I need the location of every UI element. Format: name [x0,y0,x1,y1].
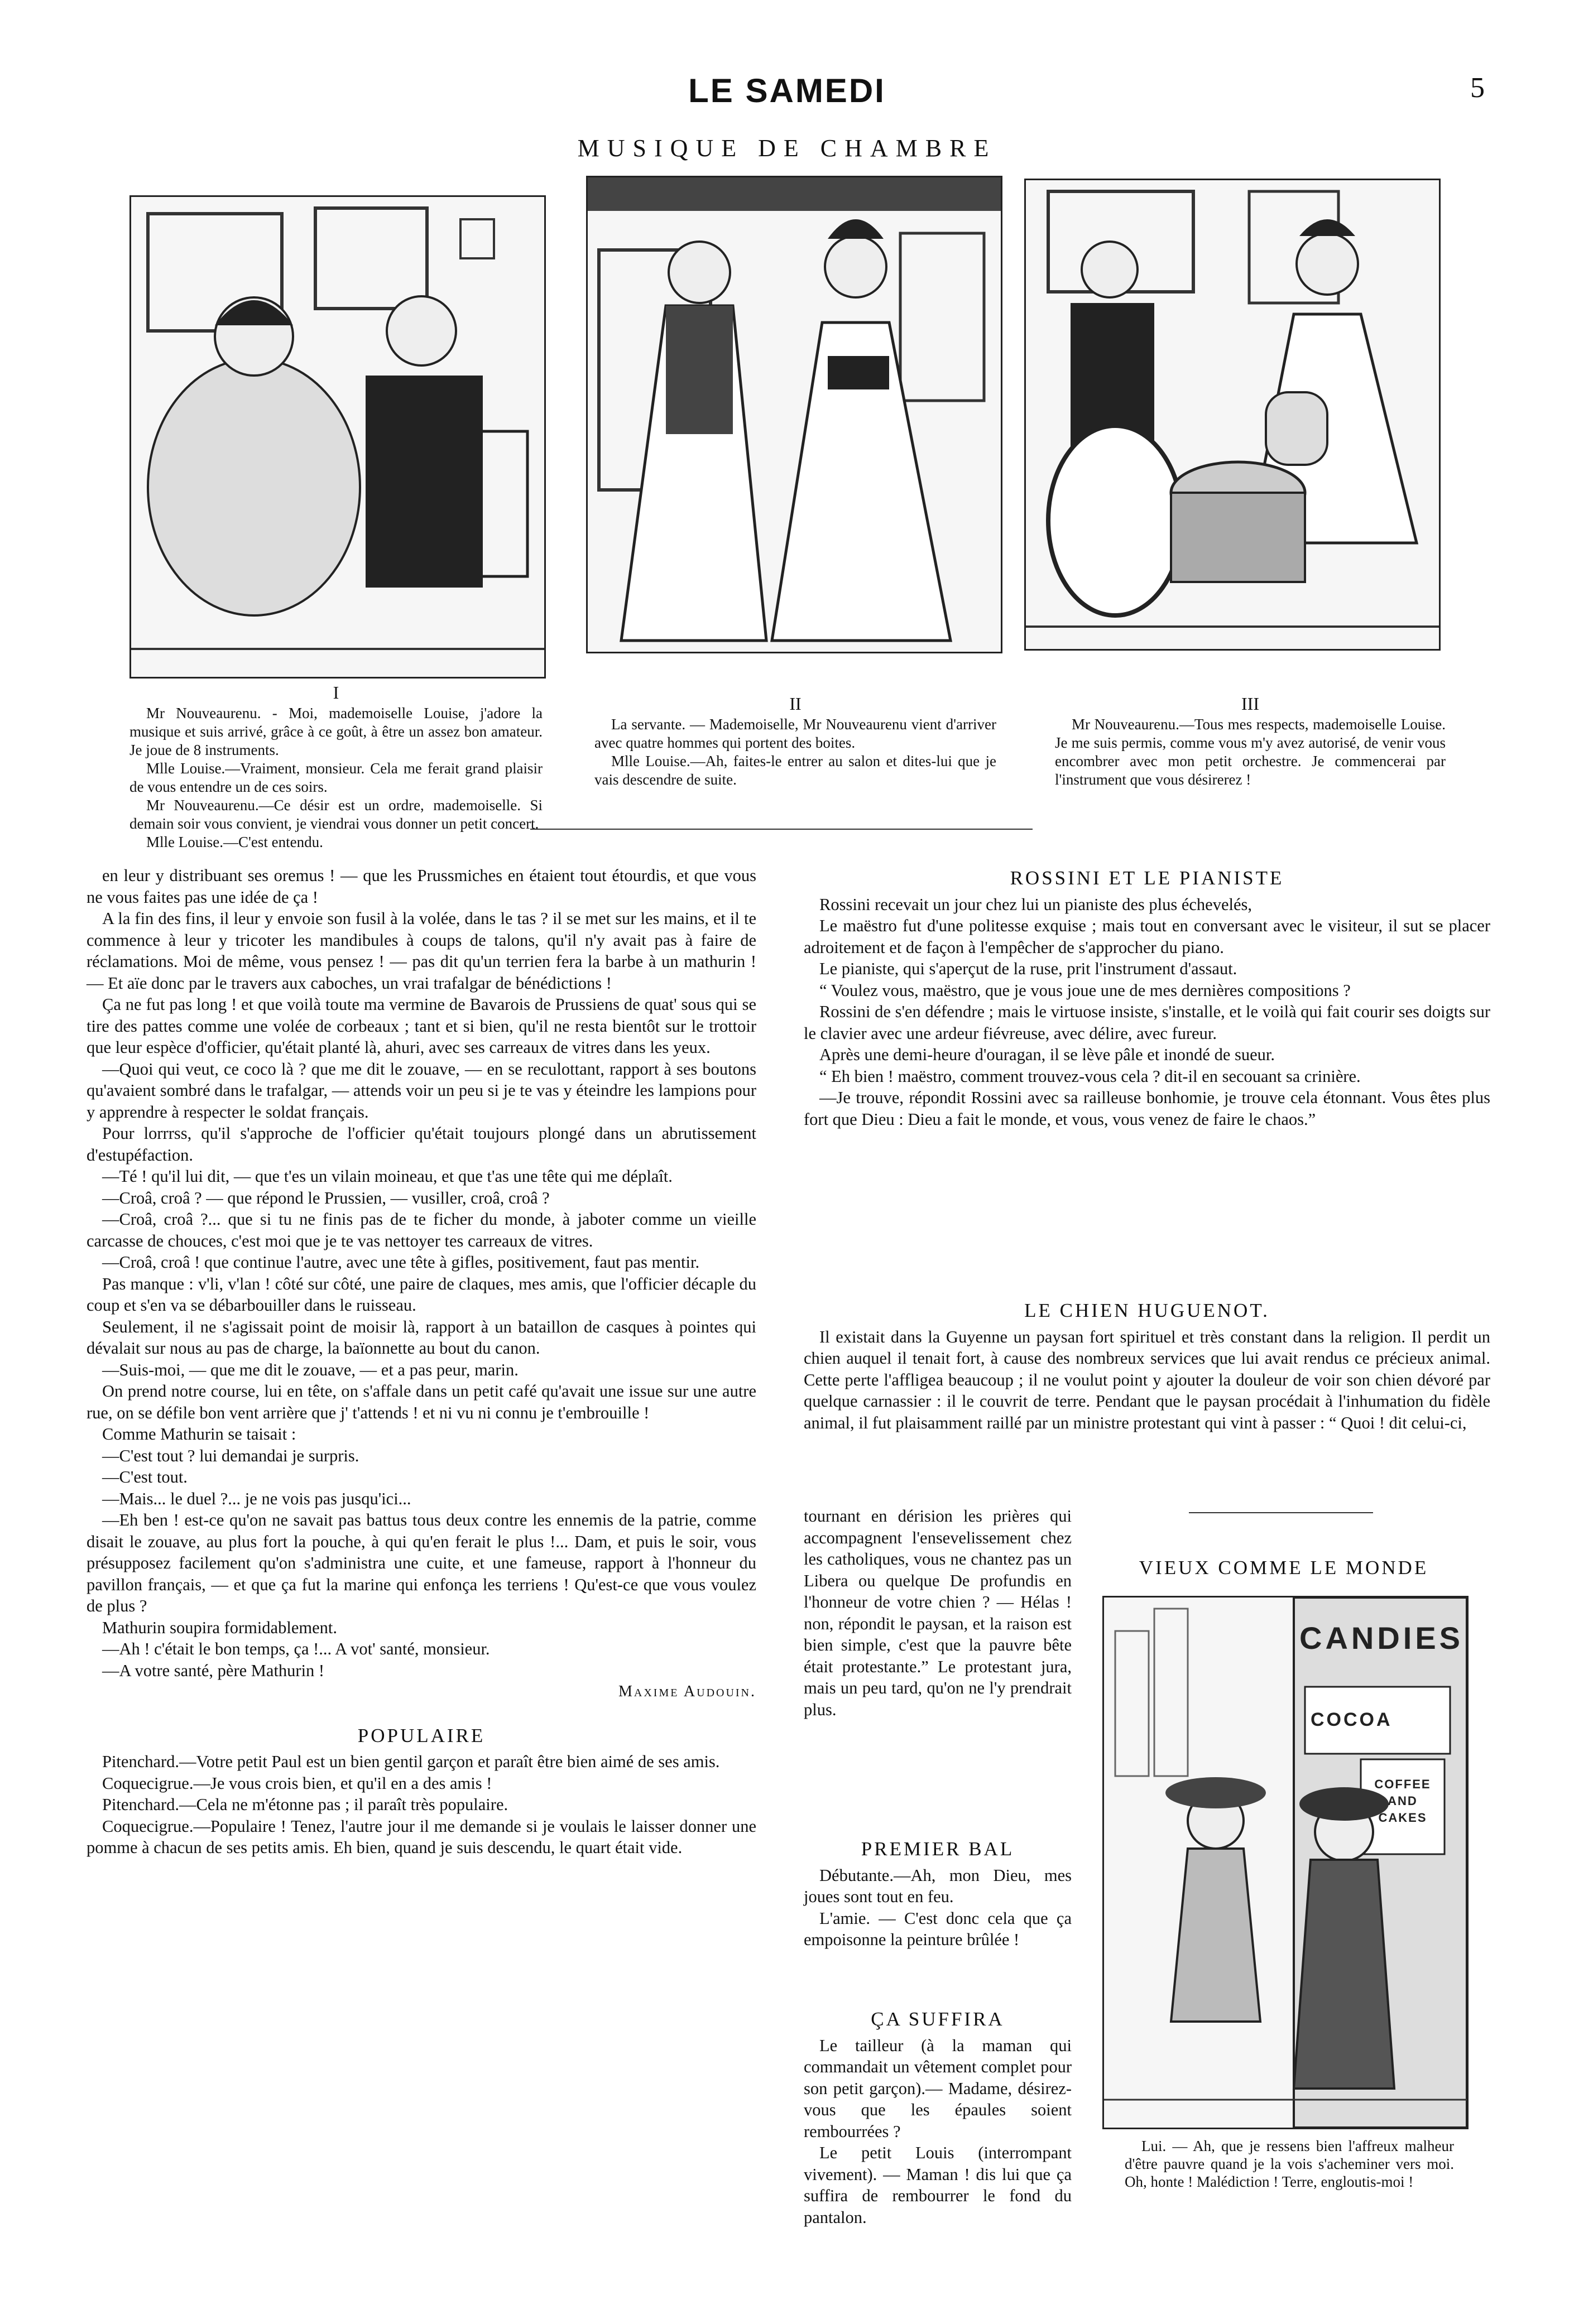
shop-sign-candies: CANDIES [1299,1620,1464,1656]
rossini-paragraph: “ Voulez vous, maëstro, que je vous joue une de mes dernières compositions ? [819,980,1351,1000]
premier-bal-paragraph: Débutante.—Ah, mon Dieu, mes joues sont tout en feu. [804,1865,1072,1906]
story-paragraph: en leur y distribuant ses oremus ! — que les Prussmiches en étaient tout étourdis, et que vous ne vous faites pas une idée de ça ! [87,866,756,907]
story-paragraph: —Croâ, croâ ?... que si tu ne finis pas de te ficher du monde, à jaboter comme un vieille carcasse de chouces, c'est moi que je te vas nettoyer tes carreaux de vitres. [87,1210,756,1250]
ca-suffira-paragraph: Le tailleur (à la maman qui commandait un vêtement complet pour son petit garçon).— Madame, désirez-vous que les épaules soient rembourrées ? [804,2036,1072,2141]
vieux-caption [1125,2137,1454,2191]
illustration-vieux [1102,1596,1469,2129]
story-paragraph: Comme Mathurin se taisait : [102,1425,296,1444]
rossini-paragraph: “ Eh bien ! maëstro, comment trouvez-vous cela ? dit-il en secouant sa crinière. [819,1066,1361,1086]
story-paragraph: —Croâ, croâ ? — que répond le Prussien, — vusiller, croâ, croâ ? [102,1188,550,1207]
illustration-panel-3 [1024,179,1441,651]
populaire-paragraph: Coquecigrue.—Populaire ! Tenez, l'autre jour il me demande si je voulais le laisser donner une pomme à chacun de ses petits amis. Eh bien, quand je suis descendu, le quart était vide. [87,1816,756,1857]
story-paragraph: On prend notre course, lui en tête, on s'affale dans un petit café qu'avait une issue sur une autre rue, on se défile bon vent arrière que j' t'attends ! et ni vu ni connu je t'embrouille ! [87,1382,756,1422]
section-title-vieux: VIEUX COMME LE MONDE [1139,1557,1429,1579]
populaire-paragraph: Pitenchard.—Votre petit Paul est un bien gentil garçon et paraît être bien aimé de ses amis. [102,1752,720,1771]
shop-sign-cocoa: COCOA [1311,1709,1393,1730]
story-paragraph: Ça ne fut pas long ! et que voilà toute ma vermine de Bavarois de Prussiens de quat' sous qui se tire des pattes comme une volée de corbeaux ; tant et si bien, qu'il ne resta bientôt sur le trottoir que leur espèce d'officier, qu'était planté là, ahuri, avec ses carreaux de vitres dans les yeux. [87,995,756,1057]
illustration-panel-1 [129,195,546,679]
divider-rule [530,829,1033,830]
populaire-paragraph: Pitenchard.—Cela ne m'étonne pas ; il paraît très populaire. [102,1795,508,1814]
panel-numeral: I [333,682,339,703]
caption-paragraph: Mr Nouveaurenu.—Tous mes respects, mademoiselle Louise. Je me suis permis, comme vous m'y avez autorisé, de venir vous encombrer avec mon petit orchestre. Je commencerai par l'instrument que vous désirerez ! [1055,716,1446,788]
rossini-paragraph: Le pianiste, qui s'aperçut de la ruse, prit l'instrument d'assaut. [819,959,1237,978]
rossini-paragraph: Rossini de s'en défendre ; mais le virtuose insiste, s'installe, et le voilà qui fait courir ses doigts sur le clavier avec une ardeur fiévreuse, avec délire, avec fureur. [804,1002,1490,1043]
story-paragraph: A la fin des fins, il leur y envoie son fusil à la volée, dans le tas ? il se met sur les mains, et il te commence à leur y tricoter les mandibules à coups de talons, qu'il n'y avait pas à faire de réclamations. Moi de même, vous pensez ! — pas dit qu'un terrien fera la barbe à un mathurin ! — Et aïe donc par le travers aux caboches, un vrai trafalgar de bénédictions ! [87,909,756,993]
rossini-paragraph: Après une demi-heure d'ouragan, il se lève pâle et inondé de sueur. [819,1045,1275,1064]
story-paragraph: —Té ! qu'il lui dit, — que t'es un vilain moineau, et que t'as une tête qui me déplaît. [102,1167,673,1186]
caption-paragraph: Mlle Louise.—Ah, faites-le entrer au salon et dites-lui que je vais descendre de suite. [594,753,996,788]
newspaper-title: LE SAMEDI [688,72,886,109]
section-title-populaire: POPULAIRE [357,1724,486,1746]
section-title-premier-bal: PREMIER BAL [861,1838,1015,1860]
section-title-chien: LE CHIEN HUGUENOT. [1024,1300,1270,1321]
page-number: 5 [1470,72,1485,104]
chien-article [804,1300,1490,1433]
story-paragraph: —Quoi qui veut, ce coco là ? que me dit le zouave, — en se reculottant, rapport à ses boutons qu'avaient sombré dans le trafalgar, — attends voir un peu si je te vas y éteindre les lampions pour y apprendre à respecter le soldat français. [87,1059,756,1122]
story-paragraph: Mathurin soupira formidablement. [102,1618,337,1637]
shop-sign-coffee: COFFEE AND CAKES [1374,1777,1431,1825]
caption-paragraph: Mlle Louise.—C'est entendu. [146,834,323,850]
story-paragraph: —C'est tout ? lui demandai je surpris. [102,1446,359,1465]
story-paragraph: —Mais... le duel ?... je ne vois pas jusqu'ici... [102,1489,411,1508]
rossini-paragraph: Le maëstro fut d'une politesse exquise ; mais tout en conversant avec le visiteur, il sut se placer adroitement et de façon à l'empêcher de s'approcher du piano. [804,916,1490,957]
section-title-rossini: ROSSINI ET LE PIANISTE [1010,867,1284,889]
divider-rule [1189,1512,1373,1513]
ca-suffira-paragraph: Le petit Louis (interrompant vivement). — Maman ! dis lui que ça suffira de rembourrer le fond du pantalon. [804,2143,1072,2227]
panel-caption-1 [129,684,543,851]
caption-paragraph: La servante. — Mademoiselle, Mr Nouveaurenu vient d'arriver avec quatre hommes qui portent des boites. [594,716,996,751]
story-paragraph: Seulement, il ne s'agissait point de moisir là, rapport à un bataillon de casques à pointes qui dévalait sur nous au pas de charge, la baïonnette au bout du canon. [87,1317,756,1358]
author-signature: Maxime Audouin. [618,1683,756,1700]
story-paragraph: Pas manque : v'li, v'lan ! côté sur côté, une paire de claques, mes amis, que l'officier décaple du coup et s'en va se débarbouiller dans le ruisseau. [87,1274,756,1315]
panel-caption-2 [594,695,996,789]
panel-numeral: III [1241,694,1259,714]
rossini-paragraph: Rossini recevait un jour chez lui un pianiste des plus échevelés, [819,894,1252,914]
illustration-panel-2 [586,176,1002,653]
caption-paragraph: Mr Nouveaurenu. - Moi, mademoiselle Louise, j'adore la musique et suis arrivé, grâce à ce goût, à être un assez bon amateur. Je joue de 8 instruments. [129,705,543,758]
panel-caption-3 [1055,695,1446,789]
story-paragraph: —Suis-moi, — que me dit le zouave, — et a pas peur, marin. [102,1360,519,1379]
premier-bal-article [804,1839,1072,1951]
story-paragraph: Pour lorrrss, qu'il s'approche de l'officier qu'était toujours plongé dans un abrutissement d'estupéfaction. [87,1124,756,1165]
rossini-paragraph: —Je trouve, répondit Rossini avec sa railleuse bonhomie, je trouve cela étonnant. Vous êtes plus fort que Dieu : Dieu a fait le monde, et vous, vous venez de faire le chaos.” [804,1088,1490,1129]
chien-paragraph-continued: tournant en dérision les prières qui accompagnent l'ensevelissement chez les catholiques, vous ne chantez pas un Libera ou quelque De profundis en l'honneur de votre chien ? — Hélas ! non, répondit le paysan, et la raison est bien simple, c'est que la pauvre bête était protestante.” Le protestant jura, mais un peu tard, qu'on ne l'y prendrait plus. [804,1507,1072,1719]
story-paragraph: —C'est tout. [102,1467,188,1486]
story-paragraph: —A votre santé, père Mathurin ! [102,1661,325,1680]
chien-continuation [804,1505,1072,1720]
rossini-article [804,868,1490,1130]
section-title-ca-suffira: ÇA SUFFIRA [871,2008,1005,2030]
story-paragraph: —Croâ, croâ ! que continue l'autre, avec une tête à gifles, positivement, faut pas mentir. [102,1253,700,1272]
series-title: MUSIQUE DE CHAMBRE [577,134,997,162]
premier-bal-paragraph: L'amie. — C'est donc cela que ça empoisonne la peinture brûlée ! [804,1908,1072,1949]
caption-paragraph: Mr Nouveaurenu.—Ce désir est un ordre, mademoiselle. Si demain soir vous convient, je viendrai vous donner un petit concert. [129,797,543,832]
vieux-caption-text: Lui. — Ah, que je ressens bien l'affreux malheur d'être pauvre quand je la vois s'acheminer vers moi. Oh, honte ! Malédiction ! Terre, engloutis-moi ! [1125,2138,1454,2190]
panel-numeral: II [789,694,802,714]
left-column [87,865,756,1859]
story-paragraph: —Ah ! c'était le bon temps, ça !... A vot' santé, monsieur. [102,1639,490,1658]
story-paragraph: —Eh ben ! est-ce qu'on ne savait pas battus tous deux contre les ennemis de la patrie, comme disait le zouave, au plus fort la pouche, à qui qu'en ferait le plus !... Dam, et puis le soir, vous présupposez facilement qu'on s'administra une cuite, et une fameuse, rapport à l'honneur du pavillon français, — et que ça fut la marine qui enfonça les terriens ! Qu'est-ce que vous voulez de plus ? [87,1510,756,1615]
populaire-paragraph: Coquecigrue.—Je vous crois bien, et qu'il en a des amis ! [102,1773,492,1793]
caption-paragraph: Mlle Louise.—Vraiment, monsieur. Cela me ferait grand plaisir de vous entendre un de ces soirs. [129,760,543,795]
ca-suffira-article [804,2009,1072,2228]
chien-paragraph: Il existait dans la Guyenne un paysan fort spirituel et très constant dans la religion. Il perdit un chien auquel il tenait fort, à cause des nombreux services que lui avait rendus ce précieux animal. Cette perte l'affligea beaucoup ; il ne voulut point y ajouter la douleur de voir son chien dévoré par quelque carnassier : il le couvrit de terre. Pendant que le paysan procédait à l'inhumation du fidèle animal, il fut plaisamment raillé par un ministre protestant qui vint à passer : “ Quoi ! dit celui-ci, [804,1327,1490,1432]
